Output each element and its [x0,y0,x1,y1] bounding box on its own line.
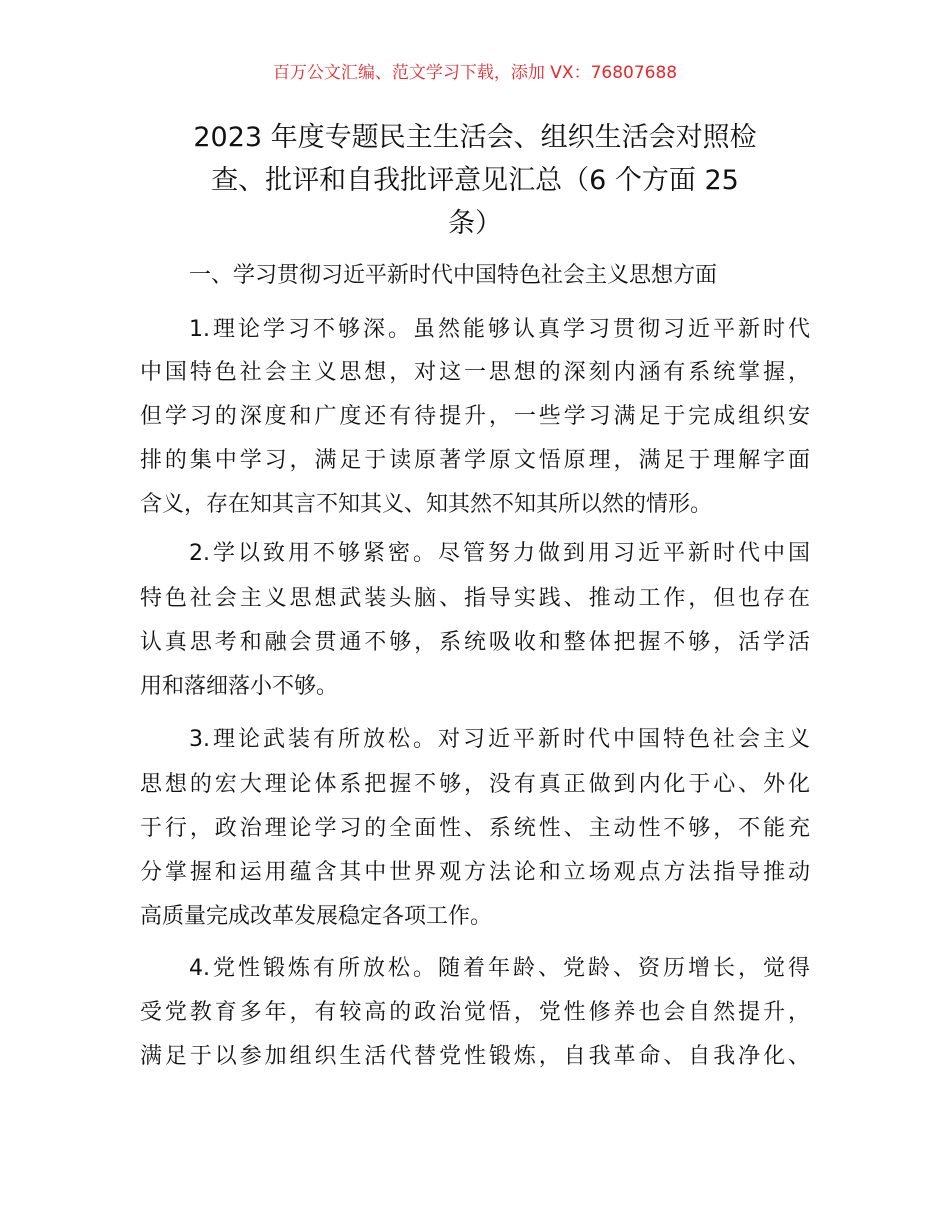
paragraph-line: 用和落细落小不够。 [140,674,339,699]
paragraph-line: 含义，存在知其言不知其义、知其然不知其所以然的情形。 [140,492,713,517]
watermark-banner: 百万公文汇编、范文学习下载，添加 VX：76807688 [272,63,678,83]
paragraph-line: 但学习的深度和广度还有待提升，一些学习满足于完成组织安 [140,404,810,429]
paragraph-line: 思想的宏大理论体系把握不够，没有真正做到内化于心、外化 [140,772,810,797]
paragraph-line: 分掌握和运用蕴含其中世界观方法论和立场观点方法指导推动 [140,860,810,885]
paragraph-line: 3.理论武装有所放松。对习近平新时代中国特色社会主义 [189,727,810,752]
document-title [120,116,830,245]
title-line: 条） [448,208,502,239]
paragraph-line: 于行，政治理论学习的全面性、系统性、主动性不够，不能充 [140,816,810,841]
paragraph-line: 1.理论学习不够深。虽然能够认真学习贯彻习近平新时代 [189,317,810,342]
paragraph-line: 高质量完成改革发展稳定各项工作。 [140,904,493,929]
paragraph-line: 4.党性锻炼有所放松。随着年龄、党龄、资历增长，觉得 [189,956,810,981]
paragraph-line: 认真思考和融会贯通不够，系统吸收和整体把握不够，活学活 [140,630,810,655]
paragraph-line: 特色社会主义思想武装头脑、指导实践、推动工作，但也存在 [140,586,810,611]
paragraph-line: 中国特色社会主义思想，对这一思想的深刻内涵有系统掌握， [140,360,810,385]
title-line: 2023 年度专题民主生活会、组织生活会对照检 [193,122,757,153]
title-line: 查、批评和自我批评意见汇总（6 个方面 25 [211,165,739,196]
paragraph-line: 排的集中学习，满足于读原著学原文悟原理，满足于理解字面 [140,448,810,473]
paragraph-line: 2.学以致用不够紧密。尽管努力做到用习近平新时代中国 [189,541,810,566]
paragraph-line: 受党教育多年，有较高的政治觉悟，党性修养也会自然提升， [140,1000,810,1025]
paragraph-line: 满足于以参加组织生活代替党性锻炼，自我革命、自我净化、 [140,1044,810,1069]
section-heading: 一、学习贯彻习近平新时代中国特色社会主义思想方面 [189,263,718,288]
